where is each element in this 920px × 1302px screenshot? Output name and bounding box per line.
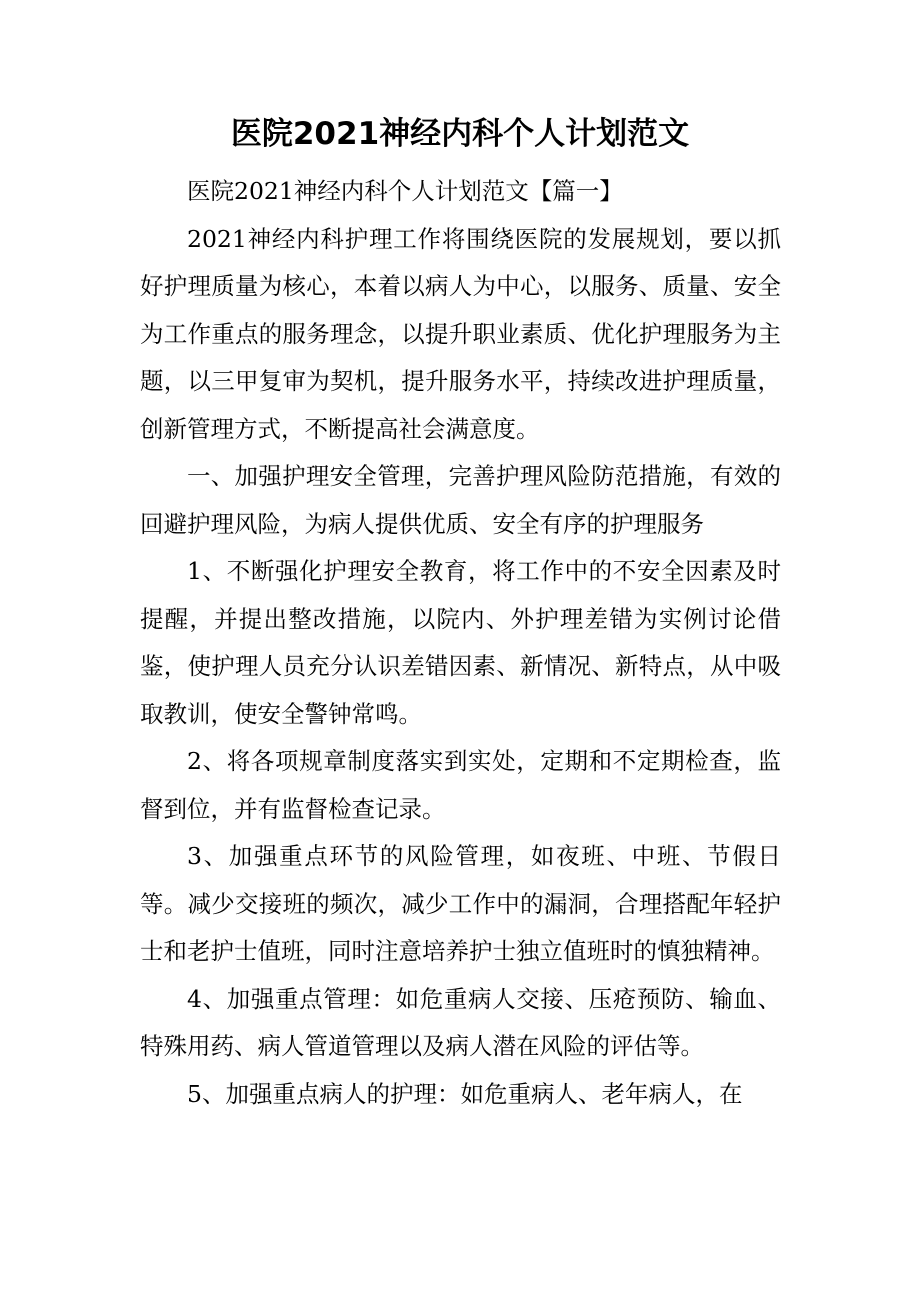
document-body xyxy=(140,168,781,1118)
paragraph: 2021神经内科护理工作将围绕医院的发展规划，要以抓好护理质量为核心，本着以病人为中心，以服务、质量、安全为工作重点的服务理念，以提升职业素质、优化护理服务为主题，以三甲复审为契机，提升服务水平，持续改进护理质量，创新管理方式，不断提高社会满意度。 xyxy=(140,224,781,443)
paragraph: 1、不断强化护理安全教育，将工作中的不安全因素及时提醒，并提出整改措施，以院内、外护理差错为实例讨论借鉴，使护理人员充分认识差错因素、新情况、新特点，从中吸取教训，使安全警钟常鸣。 xyxy=(140,557,781,728)
paragraph: 3、加强重点环节的风险管理，如夜班、中班、节假日等。减少交接班的频次，减少工作中的漏洞，合理搭配年轻护士和老护士值班，同时注意培养护士独立值班时的慎独精神。 xyxy=(140,842,781,965)
paragraph: 5、加强重点病人的护理：如危重病人、老年病人，在 xyxy=(187,1079,743,1108)
paragraph: 一、加强护理安全管理，完善护理风险防范措施，有效的回避护理风险，为病人提供优质、安全有序的护理服务 xyxy=(140,462,781,538)
document-title: 医院2021神经内科个人计划范文 xyxy=(230,116,690,152)
paragraph: 4、加强重点管理：如危重病人交接、压疮预防、输血、特殊用药、病人管道管理以及病人潜在风险的评估等。 xyxy=(140,984,781,1060)
paragraph: 2、将各项规章制度落实到实处，定期和不定期检查，监督到位，并有监督检查记录。 xyxy=(140,747,781,823)
paragraph: 医院2021神经内科个人计划范文【篇一】 xyxy=(187,177,623,205)
